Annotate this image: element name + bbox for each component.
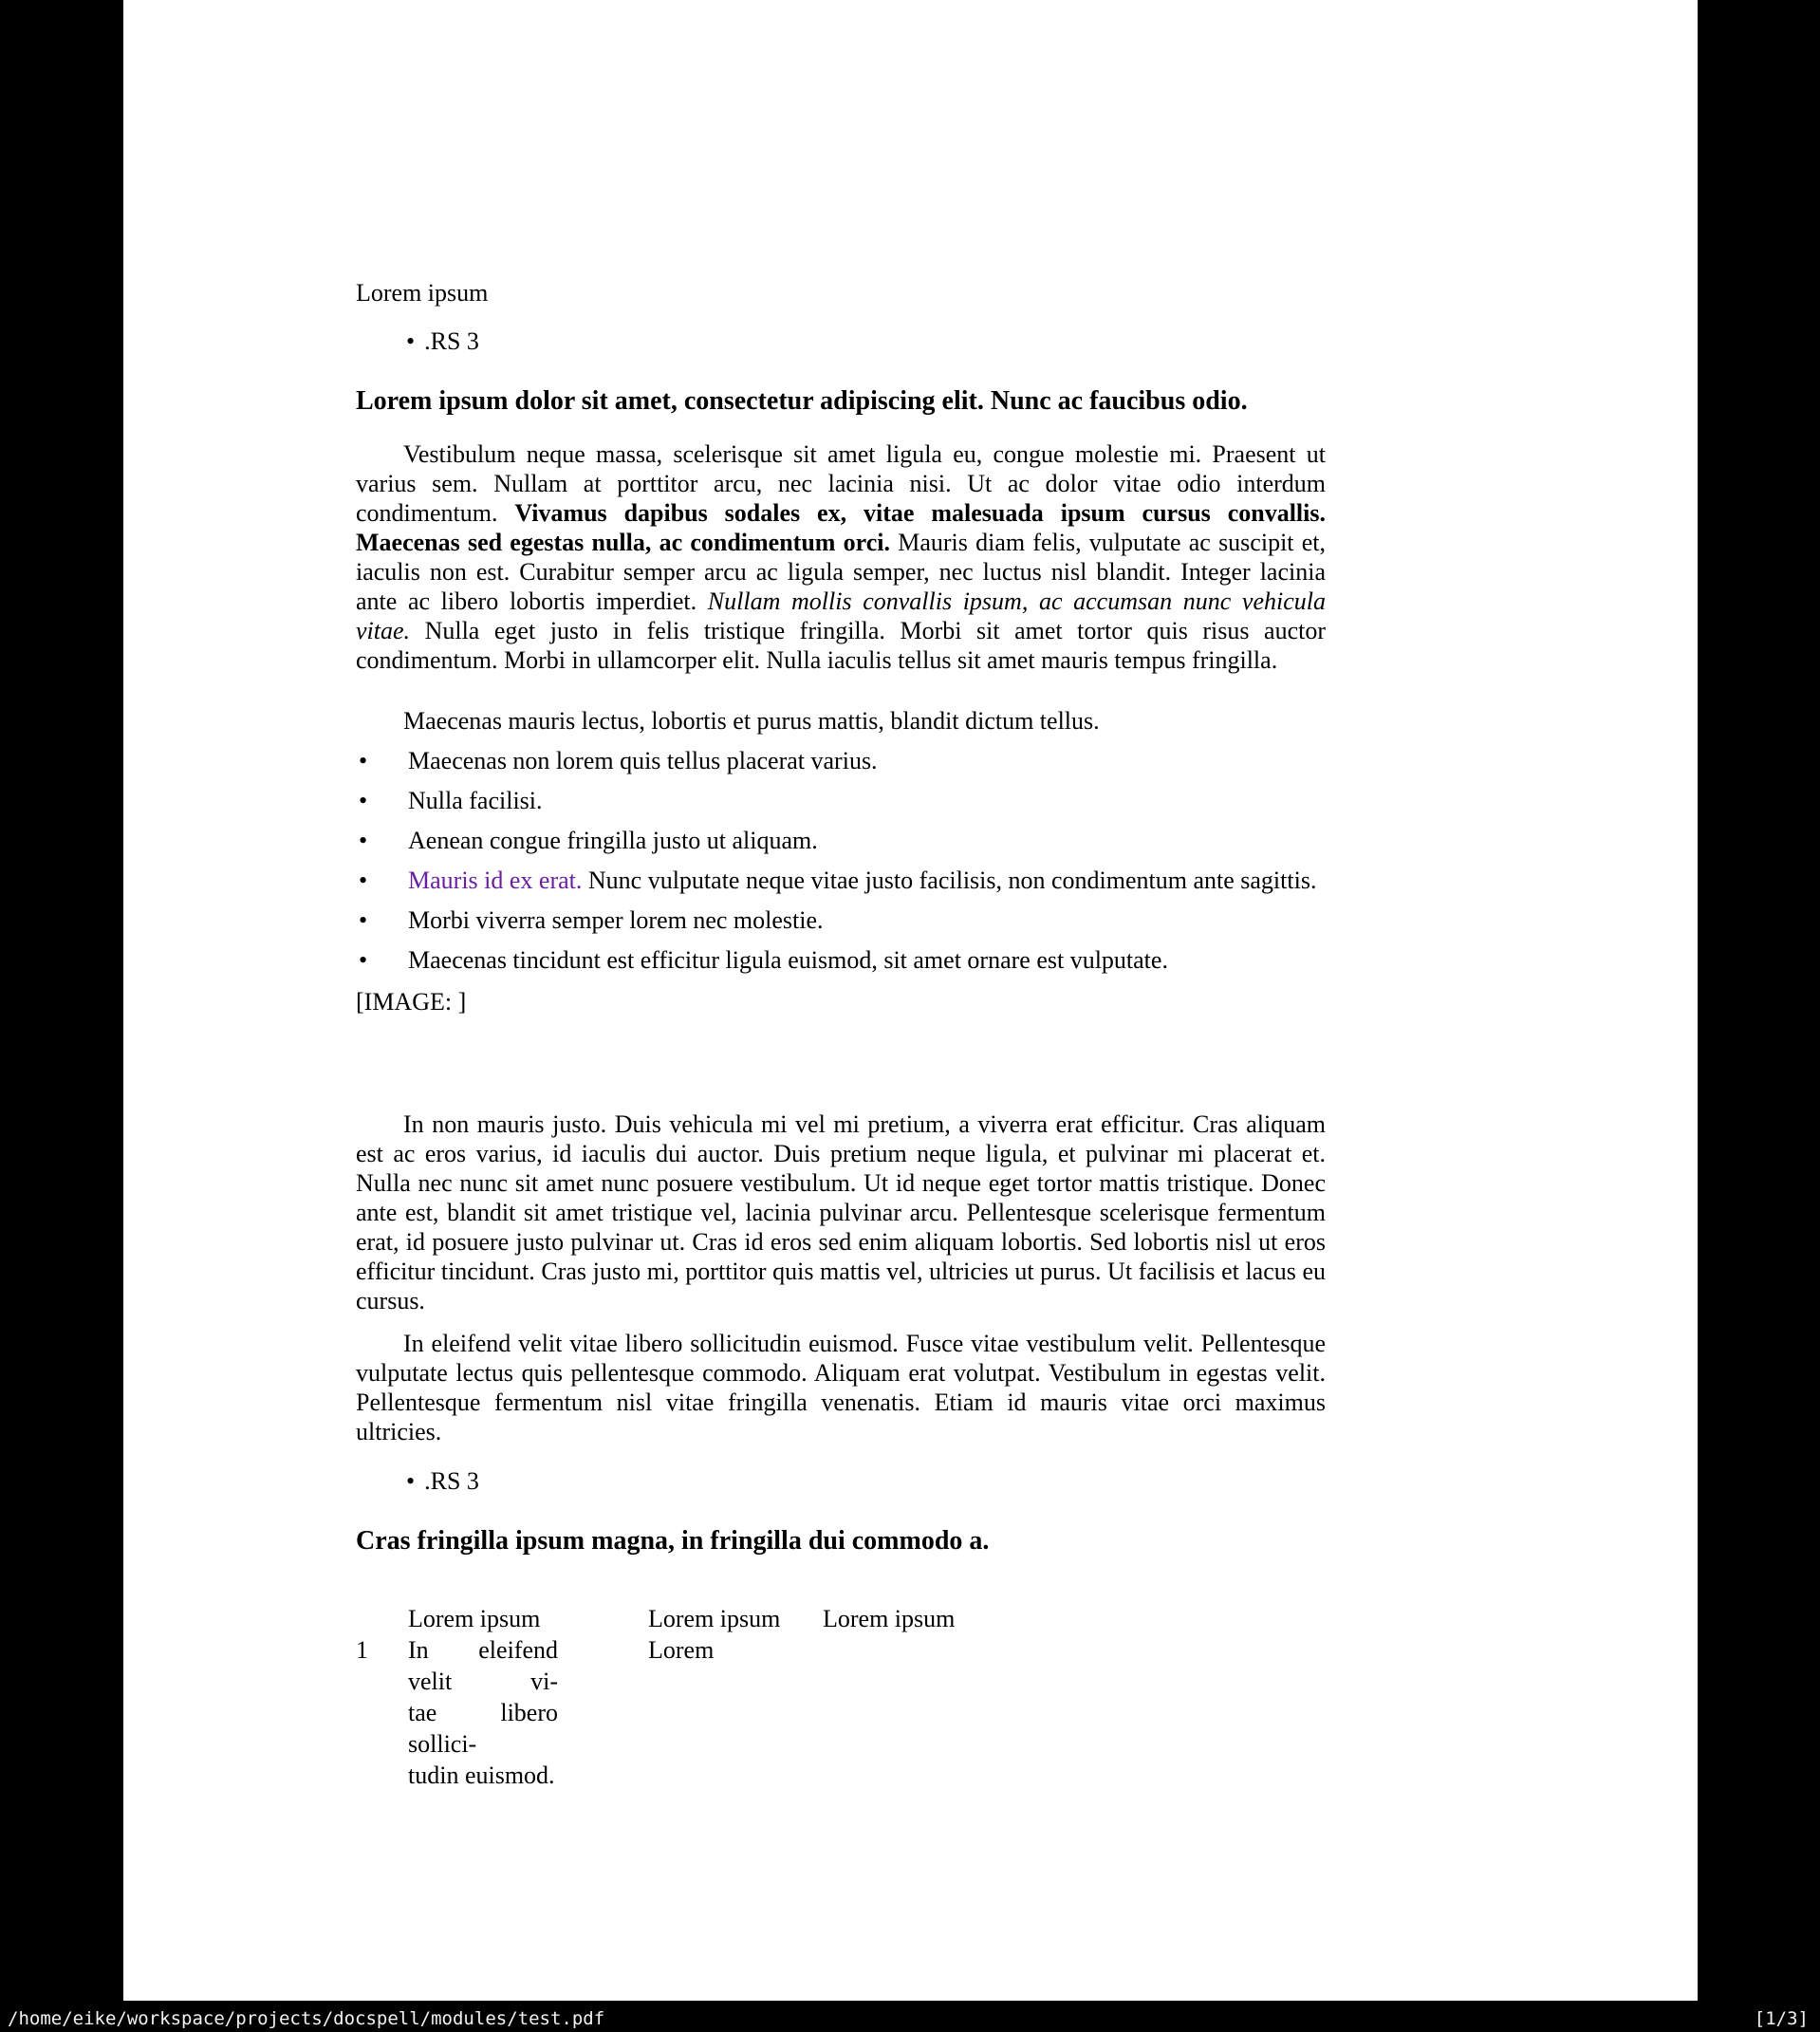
statusbar xyxy=(0,2005,1820,2032)
table-header-cell: Lorem ipsum xyxy=(648,1605,781,1632)
bullet-icon: • xyxy=(359,747,368,774)
section-heading-1: Lorem ipsum dolor sit amet, consectetur adipiscing elit. Nunc ac faucibus odio. xyxy=(356,386,1248,416)
intro-text: Lorem ipsum xyxy=(356,279,489,307)
bullet-icon: • xyxy=(359,867,368,894)
text-segment: Nunc vulputate neque vitae justo facilisis, non condimentum ante sagittis. xyxy=(582,867,1317,894)
bullet-list xyxy=(356,746,1326,975)
image-placeholder: [IMAGE: ] xyxy=(356,988,467,1016)
list-item-text xyxy=(408,946,1168,974)
statusbar-page-indicator: [1/3] xyxy=(1754,2008,1809,2029)
text-segment: Vestibulum neque massa, scelerisque sit amet ligula eu, congue molestie mi. Praesent ut varius sem. Nullam at porttitor arcu, nec lacinia nisi. Ut ac dolor vitae odio interdum condimentum. xyxy=(356,440,1326,527)
table-cell-line: In eleifend velit vi- xyxy=(408,1636,558,1695)
table-cell: Lorem xyxy=(648,1636,715,1664)
paragraph-3: In eleifend velit vitae libero sollicitudin euismod. Fusce vitae vestibulum velit. Pellentesque vulputate lectus quis pellentesque commodo. Aliquam erat volutpat. Vestibulum in egestas velit. Pellentesque fermentum nisl vitae fringilla venenatis. Etiam id mauris vitae orci maximus ultricies. xyxy=(356,1330,1326,1445)
bullet-icon: • xyxy=(406,1467,416,1495)
table-row-number: 1 xyxy=(356,1636,368,1664)
text-segment: Mauris diam felis, vulputate ac suscipit et, iaculis non est. Curabitur semper arcu ac ligula semper, nec luctus nisl blandit. Integer lacinia ante ac libero lobortis imperdiet. xyxy=(356,529,1326,615)
list-item-text xyxy=(408,787,543,814)
text-segment: Nulla facilisi. xyxy=(408,787,543,814)
text-segment: Morbi viverra semper lorem nec molestie. xyxy=(408,906,824,934)
section-heading-2: Cras fringilla ipsum magna, in fringilla dui commodo a. xyxy=(356,1526,990,1556)
text-segment: Maecenas tincidunt est efficitur ligula euismod, sit amet ornare est vulputate. xyxy=(408,946,1168,974)
document-table xyxy=(356,1603,1326,1791)
paragraph-maecenas: Maecenas mauris lectus, lobortis et purus mattis, blandit dictum tellus. xyxy=(403,707,1100,735)
pdf-link[interactable]: Mauris id ex erat. xyxy=(408,867,583,894)
document-page xyxy=(123,0,1698,2001)
paragraph-2: In non mauris justo. Duis vehicula mi vel mi pretium, a viverra erat efficitur. Cras aliquam est ac eros varius, id iaculis dui auctor. Duis pretium neque ligula, et pulvinar mi placerat et. Nulla nec nunc sit amet nunc posuere vestibulum. Ut id neque eget tortor mattis tristique. Donec ante est, blandit sit amet tristique vel, lacinia pulvinar arcu. Pellentesque scelerisque fermentum erat, id posuere justo pulvinar ut. Cras id eros sed enim aliquam lobortis. Sed lobortis nisl ut eros efficitur tincidunt. Cras justo mi, porttitor quis mattis vel, ultricies ut purus. Ut facilisis et lacus eu cursus. xyxy=(356,1110,1326,1314)
list-item-text xyxy=(408,867,1316,894)
text-segment: Vivamus dapibus sodales ex, vitae malesuada ipsum cursus convallis. Maecenas sed egestas nulla, ac condimentum orci. xyxy=(356,499,1326,556)
table-header-cell: Lorem ipsum xyxy=(823,1605,956,1632)
rs-macro-line xyxy=(356,1466,1326,1496)
list-item xyxy=(356,905,1326,935)
paragraph-1 xyxy=(356,439,1326,675)
list-item xyxy=(356,866,1326,895)
list-item-text xyxy=(408,906,824,934)
list-item-text xyxy=(408,827,818,854)
bullet-icon: • xyxy=(406,327,416,355)
bullet-icon: • xyxy=(359,946,368,974)
table-cell-line: tudin euismod. xyxy=(408,1762,555,1789)
table-cell-line: tae libero sollici- xyxy=(408,1699,558,1758)
text-segment: Maecenas non lorem quis tellus placerat varius. xyxy=(408,747,878,774)
text-segment: Nullam mollis convallis ipsum, ac accumsan nunc vehicula vitae. xyxy=(356,587,1326,644)
bullet-icon: • xyxy=(359,787,368,814)
table-header-cell: Lorem ipsum xyxy=(408,1605,541,1632)
list-item-text xyxy=(408,747,878,774)
list-item xyxy=(356,945,1326,975)
bullet-icon: • xyxy=(359,906,368,934)
rs-macro-text: .RS 3 xyxy=(424,1467,479,1495)
document-content xyxy=(356,0,1326,1791)
list-item xyxy=(356,746,1326,775)
text-segment: Nulla eget justo in felis tristique fringilla. Morbi sit amet tortor quis risus auctor condimentum. Morbi in ullamcorper elit. Nulla iaculis tellus sit amet mauris tempus fringilla. xyxy=(356,617,1326,674)
table-cell xyxy=(408,1634,558,1791)
statusbar-file-path: /home/eike/workspace/projects/docspell/modules/test.pdf xyxy=(8,2008,605,2029)
text-segment: Aenean congue fringilla justo ut aliquam. xyxy=(408,827,818,854)
rs-macro-text: .RS 3 xyxy=(424,327,479,355)
rs-macro-line xyxy=(356,326,1326,356)
list-item xyxy=(356,826,1326,855)
list-item xyxy=(356,786,1326,815)
bullet-icon: • xyxy=(359,827,368,854)
